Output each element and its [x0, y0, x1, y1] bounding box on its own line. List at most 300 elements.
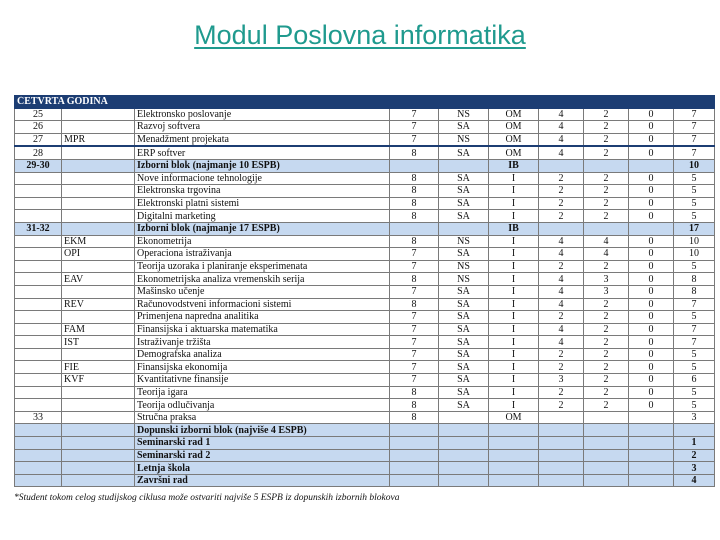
- lecture-hours: 2: [539, 197, 584, 210]
- lecture-hours: [539, 411, 584, 424]
- exercise-hours: 2: [584, 172, 629, 185]
- course-name: Izborni blok (najmanje 17 ESPB): [135, 222, 390, 235]
- course-type: SA: [439, 399, 489, 412]
- table-row: [15, 311, 715, 324]
- course-category: [489, 449, 539, 462]
- espb-credits: 10: [674, 159, 715, 172]
- course-type: SA: [439, 146, 489, 159]
- course-code: [62, 146, 135, 159]
- course-type: [439, 474, 489, 487]
- curriculum-table-wrapper: [14, 95, 714, 487]
- course-code: [62, 399, 135, 412]
- row-number: [15, 462, 62, 475]
- espb-credits: 7: [674, 133, 715, 146]
- exercise-hours: 2: [584, 348, 629, 361]
- course-name: Finansijska ekonomija: [135, 361, 390, 374]
- course-code: [62, 197, 135, 210]
- lecture-hours: 2: [539, 386, 584, 399]
- semester: 8: [390, 172, 439, 185]
- other-hours: 0: [629, 210, 674, 223]
- row-number: 27: [15, 133, 62, 146]
- espb-credits: 8: [674, 285, 715, 298]
- lecture-hours: [539, 474, 584, 487]
- course-name: Operaciona istraživanja: [135, 248, 390, 261]
- exercise-hours: 2: [584, 399, 629, 412]
- course-name: Elektronski platni sistemi: [135, 197, 390, 210]
- semester: 8: [390, 146, 439, 159]
- espb-credits: 5: [674, 348, 715, 361]
- other-hours: 0: [629, 399, 674, 412]
- lecture-hours: 4: [539, 235, 584, 248]
- course-category: I: [489, 386, 539, 399]
- course-category: [489, 424, 539, 437]
- course-type: [439, 222, 489, 235]
- table-row: [15, 273, 715, 286]
- table-row: [15, 210, 715, 223]
- course-code: [62, 121, 135, 134]
- lecture-hours: [539, 222, 584, 235]
- other-hours: 0: [629, 172, 674, 185]
- course-category: I: [489, 248, 539, 261]
- course-name: Demografska analiza: [135, 348, 390, 361]
- espb-credits: 2: [674, 449, 715, 462]
- row-number: [15, 386, 62, 399]
- course-name: Seminarski rad 2: [135, 449, 390, 462]
- course-code: [62, 424, 135, 437]
- course-code: KVF: [62, 374, 135, 387]
- block-row: [15, 159, 715, 172]
- exercise-hours: 3: [584, 273, 629, 286]
- exercise-hours: 2: [584, 386, 629, 399]
- course-name: Dopunski izborni blok (najviše 4 ESPB): [135, 424, 390, 437]
- course-type: SA: [439, 185, 489, 198]
- espb-credits: 1: [674, 437, 715, 450]
- row-number: 26: [15, 121, 62, 134]
- course-code: [62, 285, 135, 298]
- block-row: [15, 449, 715, 462]
- semester: [390, 474, 439, 487]
- course-type: [439, 462, 489, 475]
- semester: 7: [390, 108, 439, 121]
- espb-credits: 7: [674, 298, 715, 311]
- other-hours: 0: [629, 348, 674, 361]
- exercise-hours: 2: [584, 133, 629, 146]
- other-hours: 0: [629, 323, 674, 336]
- semester: 7: [390, 323, 439, 336]
- row-number: [15, 311, 62, 324]
- table-row: [15, 374, 715, 387]
- course-name: Mašinsko učenje: [135, 285, 390, 298]
- espb-credits: 3: [674, 411, 715, 424]
- espb-credits: 8: [674, 273, 715, 286]
- row-number: [15, 273, 62, 286]
- course-category: I: [489, 285, 539, 298]
- course-type: SA: [439, 298, 489, 311]
- other-hours: 0: [629, 298, 674, 311]
- other-hours: 0: [629, 285, 674, 298]
- page-title: Modul Poslovna informatika: [194, 20, 526, 50]
- lecture-hours: 2: [539, 348, 584, 361]
- footnote: *Student tokom celog studijskog ciklusa može ostvariti najviše 5 ESPB iz dopunskih izbornih blokova: [14, 493, 400, 503]
- other-hours: [629, 462, 674, 475]
- semester: 7: [390, 348, 439, 361]
- other-hours: 0: [629, 311, 674, 324]
- other-hours: 0: [629, 185, 674, 198]
- course-type: [439, 411, 489, 424]
- other-hours: [629, 474, 674, 487]
- semester: [390, 159, 439, 172]
- row-number: [15, 323, 62, 336]
- semester: 7: [390, 260, 439, 273]
- exercise-hours: 2: [584, 108, 629, 121]
- row-number: [15, 172, 62, 185]
- exercise-hours: 3: [584, 285, 629, 298]
- course-type: SA: [439, 336, 489, 349]
- table-row: [15, 248, 715, 261]
- semester: [390, 449, 439, 462]
- course-name: ERP softver: [135, 146, 390, 159]
- exercise-hours: [584, 159, 629, 172]
- other-hours: 0: [629, 336, 674, 349]
- course-category: I: [489, 185, 539, 198]
- table-row: [15, 235, 715, 248]
- course-code: OPI: [62, 248, 135, 261]
- exercise-hours: 2: [584, 374, 629, 387]
- semester: [390, 437, 439, 450]
- semester: 7: [390, 285, 439, 298]
- espb-credits: 7: [674, 146, 715, 159]
- course-name: Seminarski rad 1: [135, 437, 390, 450]
- semester: 8: [390, 273, 439, 286]
- row-number: [15, 260, 62, 273]
- exercise-hours: [584, 449, 629, 462]
- course-category: [489, 437, 539, 450]
- course-type: [439, 437, 489, 450]
- semester: [390, 222, 439, 235]
- other-hours: [629, 411, 674, 424]
- course-category: I: [489, 361, 539, 374]
- table-row: [15, 285, 715, 298]
- row-number: [15, 361, 62, 374]
- course-name: Primenjena napredna analitika: [135, 311, 390, 324]
- lecture-hours: [539, 462, 584, 475]
- block-row: [15, 462, 715, 475]
- semester: 7: [390, 248, 439, 261]
- lecture-hours: 2: [539, 172, 584, 185]
- course-name: Digitalni marketing: [135, 210, 390, 223]
- course-type: SA: [439, 285, 489, 298]
- espb-credits: 7: [674, 323, 715, 336]
- espb-credits: 5: [674, 197, 715, 210]
- other-hours: [629, 437, 674, 450]
- course-category: [489, 474, 539, 487]
- semester: [390, 424, 439, 437]
- course-code: [62, 108, 135, 121]
- semester: 7: [390, 311, 439, 324]
- course-name: Ekonometrijska analiza vremenskih serija: [135, 273, 390, 286]
- other-hours: 0: [629, 121, 674, 134]
- course-code: EAV: [62, 273, 135, 286]
- espb-credits: 7: [674, 336, 715, 349]
- course-category: I: [489, 235, 539, 248]
- espb-credits: 17: [674, 222, 715, 235]
- row-number: 31-32: [15, 222, 62, 235]
- espb-credits: 5: [674, 386, 715, 399]
- course-category: I: [489, 399, 539, 412]
- course-name: Završni rad: [135, 474, 390, 487]
- other-hours: [629, 159, 674, 172]
- course-code: IST: [62, 336, 135, 349]
- course-type: SA: [439, 172, 489, 185]
- espb-credits: 4: [674, 474, 715, 487]
- course-code: [62, 462, 135, 475]
- semester: 8: [390, 235, 439, 248]
- semester: 7: [390, 336, 439, 349]
- lecture-hours: [539, 424, 584, 437]
- course-name: Izborni blok (najmanje 10 ESPB): [135, 159, 390, 172]
- semester: 8: [390, 210, 439, 223]
- exercise-hours: 2: [584, 323, 629, 336]
- lecture-hours: 4: [539, 323, 584, 336]
- other-hours: 0: [629, 374, 674, 387]
- lecture-hours: 4: [539, 298, 584, 311]
- course-type: NS: [439, 133, 489, 146]
- block-row: [15, 437, 715, 450]
- course-type: SA: [439, 248, 489, 261]
- other-hours: 0: [629, 146, 674, 159]
- course-code: [62, 222, 135, 235]
- course-category: OM: [489, 108, 539, 121]
- other-hours: 0: [629, 235, 674, 248]
- other-hours: 0: [629, 248, 674, 261]
- course-category: I: [489, 336, 539, 349]
- row-number: [15, 437, 62, 450]
- course-type: NS: [439, 273, 489, 286]
- lecture-hours: [539, 449, 584, 462]
- row-number: 29-30: [15, 159, 62, 172]
- course-category: IB: [489, 222, 539, 235]
- course-name: Istraživanje tržišta: [135, 336, 390, 349]
- course-category: I: [489, 348, 539, 361]
- course-type: SA: [439, 374, 489, 387]
- other-hours: 0: [629, 260, 674, 273]
- other-hours: 0: [629, 133, 674, 146]
- course-name: Nove informacione tehnologije: [135, 172, 390, 185]
- course-category: I: [489, 172, 539, 185]
- course-name: Kvantitativne finansije: [135, 374, 390, 387]
- course-code: [62, 159, 135, 172]
- lecture-hours: 4: [539, 273, 584, 286]
- espb-credits: 7: [674, 121, 715, 134]
- course-category: OM: [489, 146, 539, 159]
- course-name: Razvoj softvera: [135, 121, 390, 134]
- section-header-row: [15, 96, 715, 109]
- semester: 8: [390, 197, 439, 210]
- semester: 8: [390, 399, 439, 412]
- lecture-hours: 4: [539, 285, 584, 298]
- exercise-hours: 2: [584, 185, 629, 198]
- semester: [390, 462, 439, 475]
- row-number: [15, 374, 62, 387]
- row-number: [15, 399, 62, 412]
- other-hours: [629, 424, 674, 437]
- course-code: [62, 437, 135, 450]
- course-category: OM: [489, 411, 539, 424]
- espb-credits: 5: [674, 185, 715, 198]
- semester: 8: [390, 386, 439, 399]
- table-row: [15, 185, 715, 198]
- lecture-hours: [539, 159, 584, 172]
- row-number: [15, 424, 62, 437]
- table-row: [15, 121, 715, 134]
- lecture-hours: 4: [539, 336, 584, 349]
- exercise-hours: [584, 222, 629, 235]
- course-code: [62, 474, 135, 487]
- espb-credits: [674, 424, 715, 437]
- semester: 8: [390, 411, 439, 424]
- exercise-hours: 2: [584, 260, 629, 273]
- espb-credits: 3: [674, 462, 715, 475]
- course-type: SA: [439, 197, 489, 210]
- course-category: OM: [489, 133, 539, 146]
- semester: 7: [390, 133, 439, 146]
- lecture-hours: 2: [539, 399, 584, 412]
- course-category: I: [489, 323, 539, 336]
- espb-credits: 5: [674, 210, 715, 223]
- row-number: [15, 298, 62, 311]
- table-row: [15, 411, 715, 424]
- exercise-hours: [584, 424, 629, 437]
- course-category: I: [489, 210, 539, 223]
- course-code: [62, 185, 135, 198]
- course-category: I: [489, 311, 539, 324]
- course-category: [489, 462, 539, 475]
- espb-credits: 5: [674, 172, 715, 185]
- exercise-hours: 4: [584, 248, 629, 261]
- lecture-hours: [539, 437, 584, 450]
- espb-credits: 7: [674, 108, 715, 121]
- espb-credits: 5: [674, 311, 715, 324]
- course-name: Teorija odlučivanja: [135, 399, 390, 412]
- course-code: [62, 172, 135, 185]
- exercise-hours: [584, 462, 629, 475]
- course-type: [439, 449, 489, 462]
- course-code: [62, 348, 135, 361]
- course-name: Stručna praksa: [135, 411, 390, 424]
- lecture-hours: 4: [539, 146, 584, 159]
- course-name: Menadžment projekata: [135, 133, 390, 146]
- course-type: NS: [439, 260, 489, 273]
- course-name: Teorija uzoraka i planiranje eksperimenata: [135, 260, 390, 273]
- row-number: [15, 197, 62, 210]
- row-number: [15, 285, 62, 298]
- semester: 7: [390, 374, 439, 387]
- course-name: Letnja škola: [135, 462, 390, 475]
- table-row: [15, 108, 715, 121]
- other-hours: 0: [629, 273, 674, 286]
- other-hours: [629, 222, 674, 235]
- section-header: ČETVRTA GODINA: [15, 96, 390, 109]
- course-code: EKM: [62, 235, 135, 248]
- exercise-hours: 2: [584, 210, 629, 223]
- course-name: Teorija igara: [135, 386, 390, 399]
- exercise-hours: [584, 437, 629, 450]
- table-row: [15, 298, 715, 311]
- course-code: MPR: [62, 133, 135, 146]
- semester: 8: [390, 298, 439, 311]
- course-name: Računovodstveni informacioni sistemi: [135, 298, 390, 311]
- table-row: [15, 386, 715, 399]
- exercise-hours: 2: [584, 336, 629, 349]
- course-type: [439, 159, 489, 172]
- other-hours: [629, 449, 674, 462]
- block-row: [15, 222, 715, 235]
- course-code: [62, 210, 135, 223]
- course-type: SA: [439, 386, 489, 399]
- semester: 8: [390, 185, 439, 198]
- lecture-hours: 2: [539, 185, 584, 198]
- other-hours: 0: [629, 197, 674, 210]
- course-name: Elektronska trgovina: [135, 185, 390, 198]
- course-code: [62, 311, 135, 324]
- table-row: [15, 172, 715, 185]
- row-number: 33: [15, 411, 62, 424]
- row-number: [15, 235, 62, 248]
- row-number: 25: [15, 108, 62, 121]
- curriculum-table: [14, 95, 715, 487]
- exercise-hours: [584, 411, 629, 424]
- row-number: [15, 348, 62, 361]
- exercise-hours: 2: [584, 298, 629, 311]
- course-category: I: [489, 298, 539, 311]
- course-code: FAM: [62, 323, 135, 336]
- course-name: Finansijska i aktuarska matematika: [135, 323, 390, 336]
- course-type: SA: [439, 361, 489, 374]
- lecture-hours: 2: [539, 260, 584, 273]
- block-row: [15, 474, 715, 487]
- espb-credits: 10: [674, 248, 715, 261]
- row-number: 28: [15, 146, 62, 159]
- row-number: [15, 248, 62, 261]
- course-type: NS: [439, 235, 489, 248]
- exercise-hours: 2: [584, 361, 629, 374]
- table-row: [15, 146, 715, 159]
- course-type: [439, 424, 489, 437]
- course-category: I: [489, 273, 539, 286]
- course-code: [62, 386, 135, 399]
- table-row: [15, 336, 715, 349]
- course-category: I: [489, 374, 539, 387]
- semester: 7: [390, 121, 439, 134]
- row-number: [15, 185, 62, 198]
- course-code: REV: [62, 298, 135, 311]
- course-category: IB: [489, 159, 539, 172]
- table-row: [15, 361, 715, 374]
- row-number: [15, 449, 62, 462]
- lecture-hours: 4: [539, 121, 584, 134]
- other-hours: 0: [629, 386, 674, 399]
- exercise-hours: 2: [584, 197, 629, 210]
- exercise-hours: [584, 474, 629, 487]
- exercise-hours: 2: [584, 121, 629, 134]
- table-row: [15, 133, 715, 146]
- course-code: [62, 449, 135, 462]
- course-type: SA: [439, 311, 489, 324]
- lecture-hours: 2: [539, 210, 584, 223]
- exercise-hours: 2: [584, 311, 629, 324]
- course-type: SA: [439, 323, 489, 336]
- lecture-hours: 4: [539, 133, 584, 146]
